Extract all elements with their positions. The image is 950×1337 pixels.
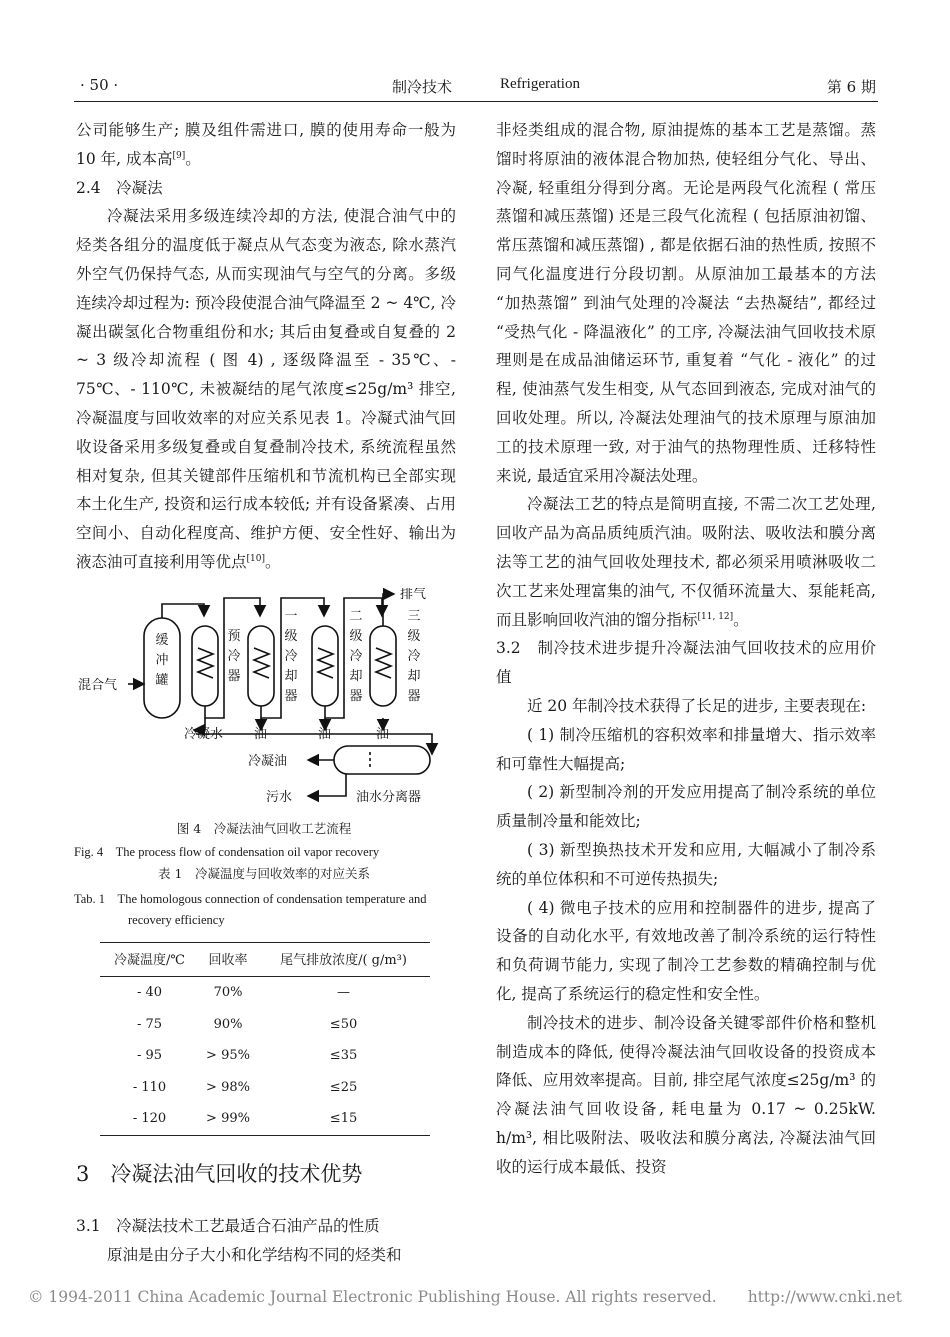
label-oil-1: 油 xyxy=(254,727,268,742)
table-row: - 40 70% — xyxy=(136,985,351,1001)
figure-caption-en: Fig. 4 The process flow of condensation oil vapor recovery xyxy=(74,845,380,859)
reference-11-12: [11, 12] xyxy=(697,611,734,622)
label-c2-1: 二 xyxy=(349,609,363,624)
left-column xyxy=(76,116,456,577)
label-c2-4: 却 xyxy=(349,669,363,684)
label-c2-2: 级 xyxy=(349,629,363,644)
label-c3-2: 级 xyxy=(407,629,421,644)
table-row: - 120 > 99% ≤15 xyxy=(100,1103,430,1135)
reference-9: [9] xyxy=(172,150,186,161)
table-1 xyxy=(100,942,430,1136)
reference-10: [10] xyxy=(246,553,265,564)
label-c1-3: 冷 xyxy=(284,649,298,664)
table-row: - 110 > 98% ≤25 xyxy=(132,1079,358,1095)
list-item-4: ( 4) 微电子技术的应用和控制器件的进步, 提高了设备的自动化水平, 有效地改善了制冷系统的运行特性和负荷调节能力, 实现了制冷工艺参数的精确控制与优化, 提高了系统运行的稳定性和安全性。 xyxy=(496,898,876,1003)
label-c1-1: 一 xyxy=(284,609,298,624)
paragraph-crude-oil: 原油是由分子大小和化学结构不同的烃类和 xyxy=(107,1245,402,1264)
label-oil-2: 油 xyxy=(318,727,332,742)
section-3-heading: 3 冷凝法油气回收的技术优势 xyxy=(76,1162,363,1186)
label-buffer-2: 冲 xyxy=(155,653,169,668)
label-separator: 油水分离器 xyxy=(356,790,422,805)
paragraph-condensation-method: 冷凝法采用多级连续冷却的方法, 使混合油气中的烃类各组分的温度低于凝点从气态变为液态, 除水蒸汽外空气仍保持气态, 从而实现油气与空气的分离。多级连续冷却过程为: 预冷段使混合油气降温至 2 ~ 4℃, 冷凝出碳氢化合物重组份和水; 其后由复叠或自复叠的 2 ~ 3 级冷却流程 ( 图 4) , 逐级降温至 - 35℃、- 75℃、- 110℃, 未被凝结的尾气浓度≤25g/m³ 排空, 冷凝温度与回收效率的对应关系见表 1。冷凝式油气回收设备采用多级复叠或自复叠制冷技术, 系统流程虽然相对复杂, 但其关键部件压缩机和节流机构已全部实现本土化生产, 投资和运行成本较低; 并有设备紧凑、占用空间小、自动化程度高、维护方便、安全性好、输出为液态油可直接利用等优点[10]。 xyxy=(76,207,456,571)
issue-number: 第 6 期 xyxy=(826,78,876,96)
list-item-1: ( 1) 制冷压缩机的容积效率和排量增大、指示效率和可靠性大幅提高; xyxy=(496,725,876,773)
table-row: - 75 90% ≤50 xyxy=(136,1016,358,1032)
paragraph-process-features: 冷凝法工艺的特点是简明直接, 不需二次工艺处理, 回收产品为高品质纯质汽油。吸附法、吸收法和膜分离法等工艺的油气回收处理技术, 都必须采用喷淋吸收二次工艺来处理富集的油气, 不仅循环流量大、泵能耗高, 而且影响回收汽油的馏分指标[11, 12]。 xyxy=(496,495,876,629)
left-column-bottom xyxy=(76,1212,456,1270)
label-c1-2: 级 xyxy=(284,629,298,644)
label-c1-4: 却 xyxy=(284,669,298,684)
copyright-footer: © 1994-2011 China Academic Journal Electronic Publishing House. All rights reserved. http://www.cnki.net xyxy=(28,1288,902,1306)
label-c3-5: 器 xyxy=(407,689,421,704)
label-pre-3: 器 xyxy=(227,669,241,684)
label-oil-3: 油 xyxy=(376,727,390,742)
paragraph-distillation: 非烃类组成的混合物, 原油提炼的基本工艺是蒸馏。蒸馏时将原油的液体混合物加热, 使轻组分气化、导出、冷凝, 轻重组分得到分离。无论是两段气化流程 ( 常压蒸馏和减压蒸馏) 还是三段气化流程 ( 包括原油初馏、常压蒸馏和减压蒸馏) , 都是依据石油的热性质, 按照不同气化温度进行分段切割。从原油加工最基本的方法 “加热蒸馏” 到油气处理的冷凝法 “去热凝结”, 都经过 “受热气化 - 降温液化” 的工序, 冷凝法油气回收技术原理则是在成品油储运环节, 重复着 “气化 - 液化” 的过程, 使油蒸气发生相变, 从气态回到液态, 完成对油气的回收处理。所以, 冷凝法处理油气的技术原理与原油加工的技术原理一致, 对于油气的热物理性质、迁移特性来说, 最适宜采用冷凝法处理。 xyxy=(496,121,876,485)
label-mixed-gas: 混合气 xyxy=(78,678,118,693)
paragraph-progress-intro: 近 20 年制冷技术获得了长足的进步, 主要表现在: xyxy=(527,696,867,715)
label-condensed-water: 冷凝水 xyxy=(184,727,224,742)
label-pre-1: 预 xyxy=(227,629,241,644)
paragraph-continued: 公司能够生产; 膜及组件需进口, 膜的使用寿命一般为 10 年, 成本高[9]。 xyxy=(76,121,456,168)
label-c3-4: 却 xyxy=(407,669,421,684)
label-buffer-1: 缓 xyxy=(155,633,169,648)
journal-title-cn: 制冷技术 xyxy=(392,78,453,96)
list-item-3: ( 3) 新型换热技术开发和应用, 大幅减小了制冷系统的单位体积和不可逆传热损失; xyxy=(496,840,876,888)
label-buffer-3: 罐 xyxy=(155,673,169,688)
section-3-1-heading: 3.1 冷凝法技术工艺最适合石油产品的性质 xyxy=(76,1217,380,1235)
list-item-2: ( 2) 新型制冷剂的开发应用提高了制冷系统的单位质量制冷量和能效比; xyxy=(496,783,876,831)
paragraph-cost: 制冷技术的进步、制冷设备关键零部件价格和整机制造成本的降低, 使得冷凝法油气回收设备的投资成本降低、应用效率提高。目前, 排空尾气浓度≤25g/m³ 的冷凝法油气回收设备, 耗电量为 0.17 ~ 0.25kW. h/m³, 相比吸附法、吸收法和膜分离法, 冷凝法油气回收的运行成本最低、投资 xyxy=(496,1013,876,1176)
label-c3-1: 三 xyxy=(407,609,421,624)
table-header-temp: 冷凝温度/℃ xyxy=(100,943,199,977)
label-exhaust: 排气 xyxy=(400,588,427,602)
label-c2-3: 冷 xyxy=(349,649,363,664)
table-row: - 95 > 95% ≤35 xyxy=(136,1048,358,1064)
table-header-exhaust: 尾气排放浓度/( g/m³) xyxy=(257,943,430,977)
label-pre-2: 冷 xyxy=(227,649,241,664)
page-number: · 50 · xyxy=(80,76,119,94)
label-sewage: 污水 xyxy=(266,790,293,805)
figure-caption-cn: 图 4 冷凝法油气回收工艺流程 xyxy=(176,821,352,836)
table-caption-cn: 表 1 冷凝温度与回收效率的对应关系 xyxy=(158,866,370,881)
label-condensed-oil: 冷凝油 xyxy=(248,754,288,769)
figure-4-process-diagram xyxy=(76,588,456,820)
label-c1-5: 器 xyxy=(284,689,298,704)
journal-title-en: Refrigeration xyxy=(500,76,580,92)
header-rule xyxy=(74,101,878,102)
label-c3-3: 冷 xyxy=(407,649,421,664)
right-column xyxy=(496,116,876,1181)
table-caption-en: Tab. 1 The homologous connection of condensation temperature and recovery efficiency xyxy=(74,892,427,927)
table-header-recovery: 回收率 xyxy=(199,943,257,977)
section-2-4-heading: 2.4 冷凝法 xyxy=(76,178,163,197)
label-c2-5: 器 xyxy=(349,689,363,704)
section-3-2-heading: 3.2 制冷技术进步提升冷凝法油气回收技术的应用价值 xyxy=(496,639,876,687)
